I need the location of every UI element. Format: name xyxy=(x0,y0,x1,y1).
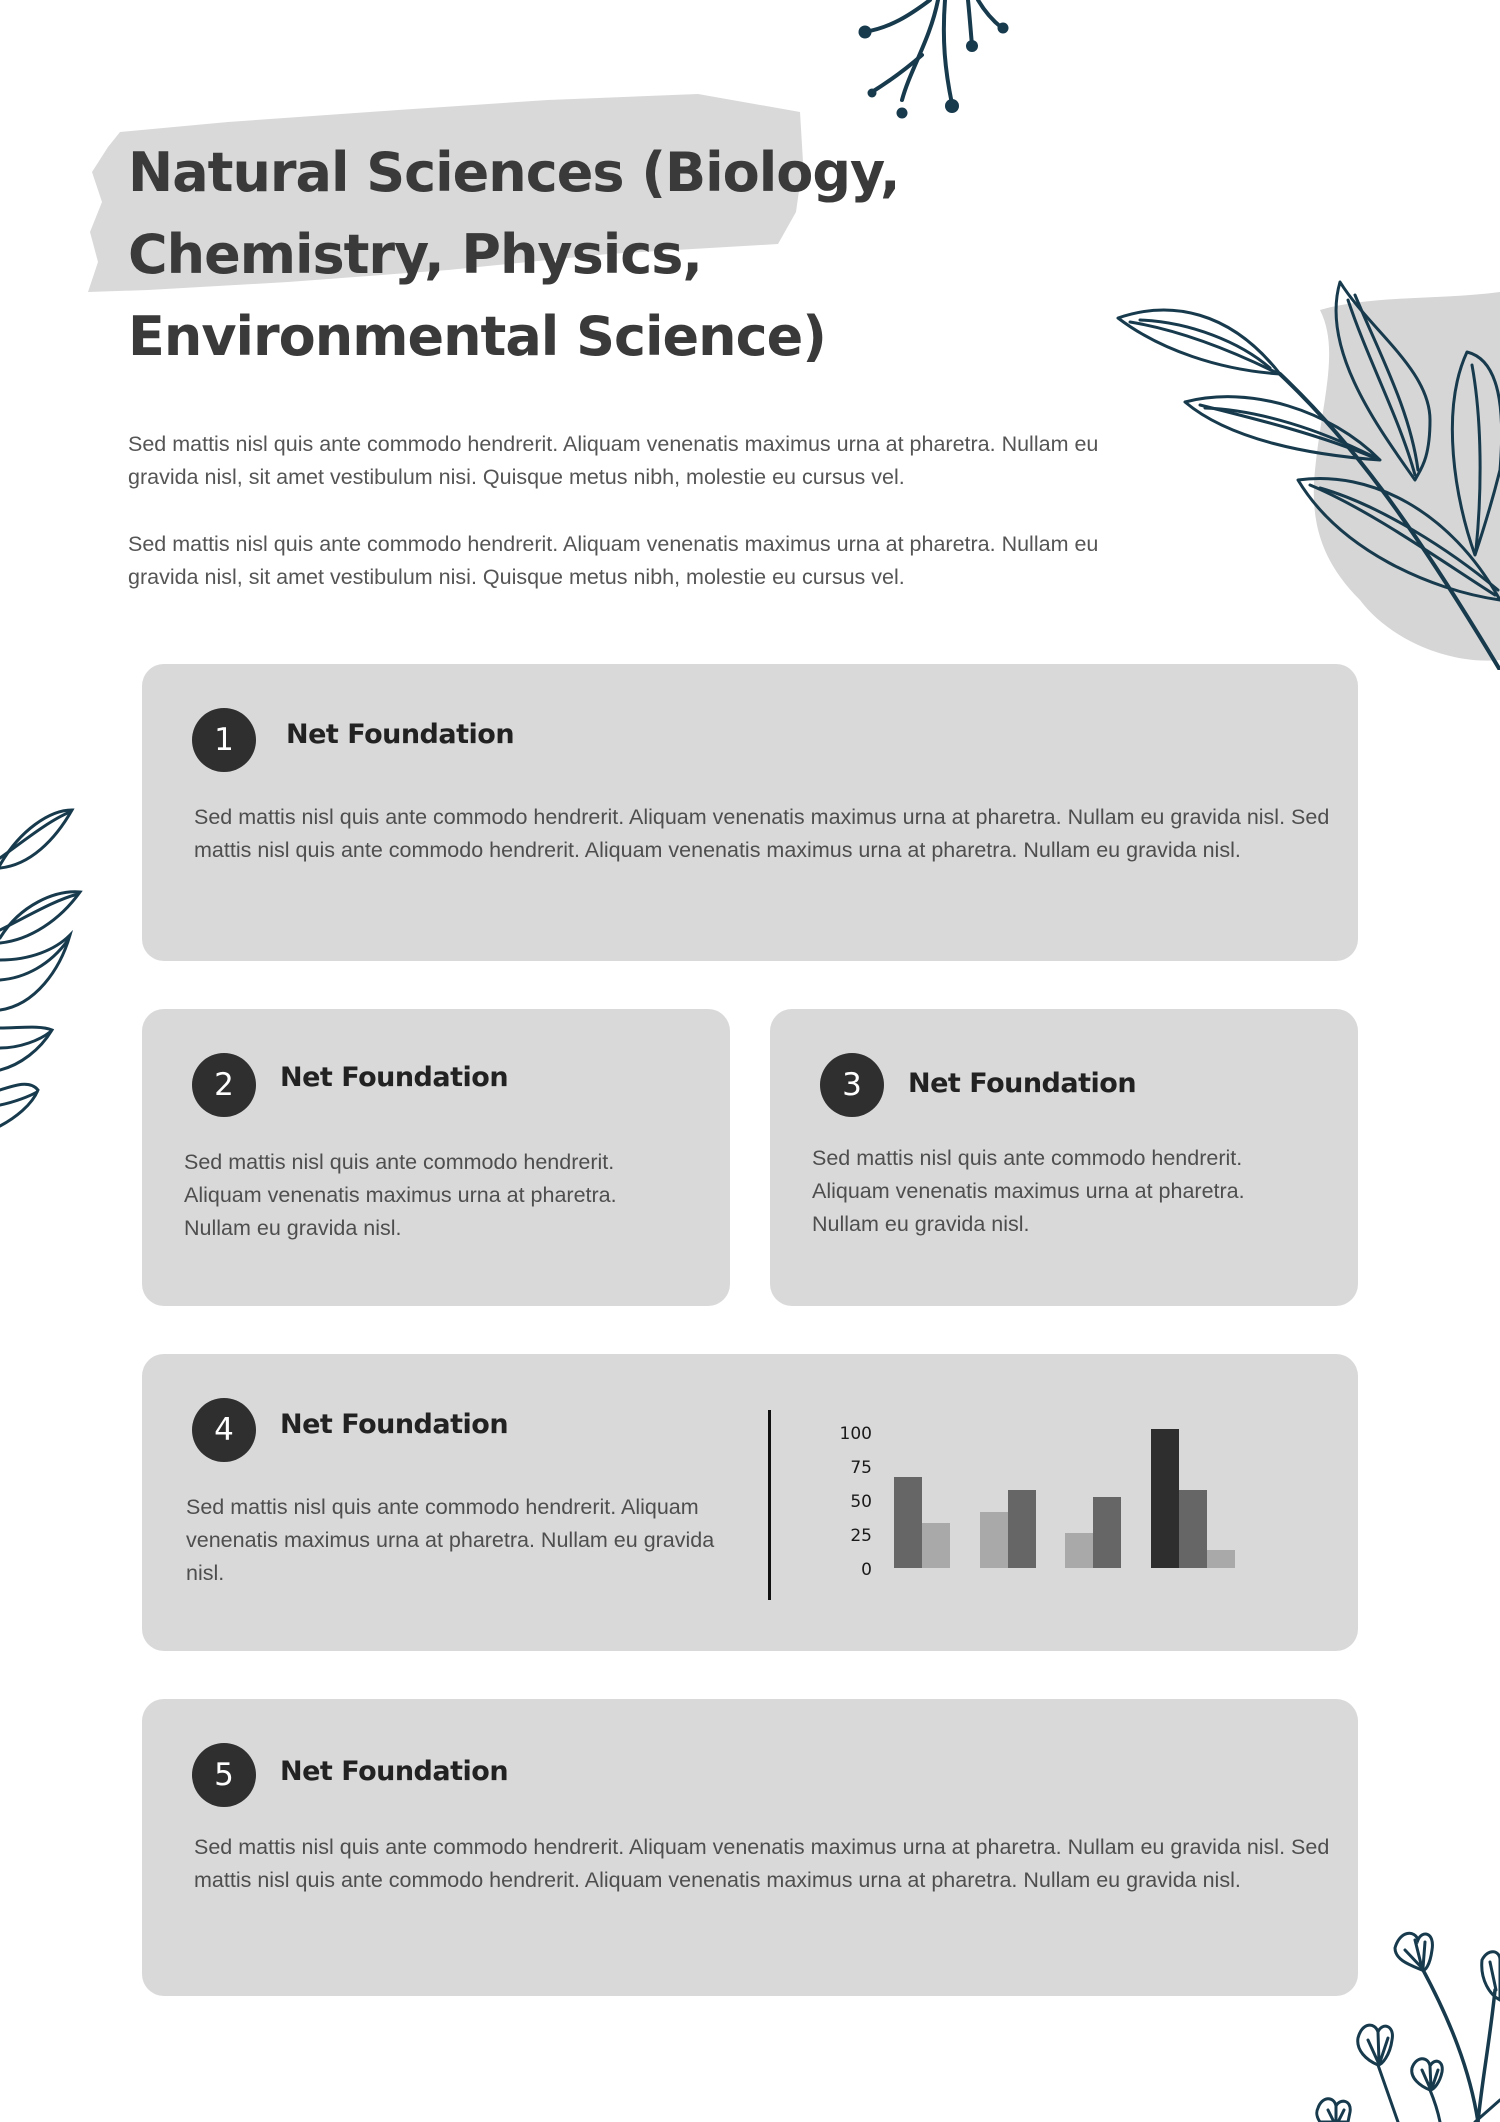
card-body: Sed mattis nisl quis ante commodo hendrerit. Aliquam venenatis maximus urna at pharetra. Nullam eu gravida nisl. xyxy=(184,1150,617,1240)
chart-bar xyxy=(894,1477,922,1568)
y-tick-label: 50 xyxy=(850,1492,872,1512)
page-title-line-3: Environmental Science) xyxy=(128,305,826,368)
dandelion-stems-icon xyxy=(850,0,1020,120)
number-badge: 1 xyxy=(192,708,256,772)
chart-bar xyxy=(1065,1533,1093,1568)
card-body: Sed mattis nisl quis ante commodo hendrerit. Aliquam venenatis maximus urna at pharetra. Nullam eu gravida nisl. xyxy=(186,1495,715,1585)
intro-paragraph: Sed mattis nisl quis ante commodo hendrerit. Aliquam venenatis maximus urna at pharetra. Nullam eu gravida nisl, sit amet vestibulum nisi. Quisque metus nibh, molestie eu cursus vel. xyxy=(128,432,1099,489)
chart-bar xyxy=(922,1523,950,1568)
info-card-3 xyxy=(770,1009,1358,1306)
y-tick-label: 25 xyxy=(850,1526,872,1546)
y-tick-label: 100 xyxy=(839,1424,872,1444)
card-title: Net Foundation xyxy=(286,719,515,750)
page-title xyxy=(128,132,1028,378)
intro-paragraph: Sed mattis nisl quis ante commodo hendrerit. Aliquam venenatis maximus urna at pharetra. Nullam eu gravida nisl, sit amet vestibulum nisi. Quisque metus nibh, molestie eu cursus vel. xyxy=(128,532,1099,589)
chart-bar xyxy=(1207,1550,1235,1568)
chart-bar xyxy=(1008,1490,1036,1568)
chart-bar xyxy=(980,1512,1008,1568)
card-title: Net Foundation xyxy=(280,1062,509,1093)
card-title: Net Foundation xyxy=(908,1068,1137,1099)
number-badge: 2 xyxy=(192,1053,256,1117)
chart-bar xyxy=(1179,1490,1207,1568)
leaf-branch-icon xyxy=(1110,270,1500,670)
chart-plot-area xyxy=(882,1424,1242,1576)
vertical-divider xyxy=(768,1410,771,1600)
card-body: Sed mattis nisl quis ante commodo hendrerit. Aliquam venenatis maximus urna at pharetra. Nullam eu gravida nisl. xyxy=(812,1146,1245,1236)
bar-chart xyxy=(832,1424,1252,1604)
y-tick-label: 0 xyxy=(861,1560,872,1580)
info-card-5 xyxy=(142,1699,1358,1996)
info-card-4 xyxy=(142,1354,1358,1651)
number-badge: 4 xyxy=(192,1398,256,1462)
info-card-1 xyxy=(142,664,1358,961)
chart-bar xyxy=(1093,1497,1121,1568)
card-title: Net Foundation xyxy=(280,1409,509,1440)
number-badge: 5 xyxy=(192,1743,256,1807)
page-title-line-1: Natural Sciences (Biology, xyxy=(128,141,900,204)
y-tick-label: 75 xyxy=(850,1458,872,1478)
chart-bar xyxy=(1151,1429,1179,1568)
info-card-2 xyxy=(142,1009,730,1306)
card-title: Net Foundation xyxy=(280,1756,509,1787)
left-leaves-icon xyxy=(0,800,85,1130)
page-title-line-2: Chemistry, Physics, xyxy=(128,223,702,286)
card-body: Sed mattis nisl quis ante commodo hendrerit. Aliquam venenatis maximus urna at pharetra. Nullam eu gravida nisl. Sed mattis nisl quis ante commodo hendrerit. Aliquam venenatis maximus urna at pharetra. Nullam eu gravida nisl. xyxy=(194,805,1330,862)
card-body: Sed mattis nisl quis ante commodo hendrerit. Aliquam venenatis maximus urna at pharetra. Nullam eu gravida nisl. Sed mattis nisl quis ante commodo hendrerit. Aliquam venenatis maximus urna at pharetra. Nullam eu gravida nisl. xyxy=(194,1835,1330,1892)
number-badge: 3 xyxy=(820,1053,884,1117)
